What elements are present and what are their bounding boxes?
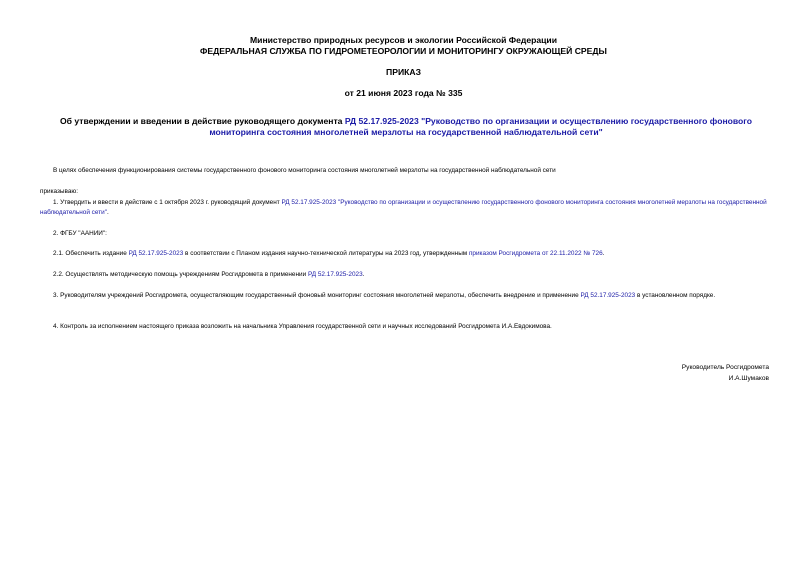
intro-paragraph: В целях обеспечения функционирования системы государственного фонового мониторинга состояния многолетней мерзлоты на государственной наблюдательной сети <box>53 167 556 174</box>
item-2-1-doc-link[interactable]: РД 52.17.925-2023 <box>128 250 184 257</box>
doc-title <box>36 116 776 138</box>
item-2-1-suffix: . <box>602 250 605 257</box>
doc-date-number: от 21 июня 2023 года № 335 <box>344 88 463 98</box>
signature-block <box>682 363 769 384</box>
item-3 <box>40 291 770 301</box>
item-2-1 <box>40 249 770 259</box>
item-2-2 <box>40 270 770 280</box>
doc-type: ПРИКАЗ <box>386 67 421 77</box>
order-word: приказываю: <box>40 188 78 195</box>
item-1-text: 1. Утвердить и ввести в действие с 1 октября 2023 г. руководящий документ <box>53 199 282 206</box>
signature-name: И.А.Шумаков <box>728 374 769 382</box>
ministry-name: Министерство природных ресурсов и экологии Российской Федерации <box>250 35 557 45</box>
item-2-1-mid: в соответствии с Планом издания научно-технической литературы на 2023 год, утвержденным <box>183 250 469 257</box>
item-3-suffix: в установленном порядке. <box>635 292 716 299</box>
item-3-text: 3. Руководителям учреждений Росгидромета, осуществляющим государственный фоновый мониторинг состояния многолетней мерзлоты, обеспечить внедрение и применение <box>53 292 581 299</box>
signature-position: Руководитель Росгидромета <box>681 364 769 371</box>
item-3-link[interactable]: РД 52.17.925-2023 <box>580 292 636 299</box>
item-4: 4. Контроль за исполнением настоящего приказа возложить на начальника Управления государственной сети и научных исследований Росгидромета И.А.Евдокимова. <box>53 323 552 330</box>
item-1-suffix: . <box>106 209 109 216</box>
item-2-1-text: 2.1. Обеспечить издание <box>53 250 129 257</box>
service-name: ФЕДЕРАЛЬНАЯ СЛУЖБА ПО ГИДРОМЕТЕОРОЛОГИИ И МОНИТОРИНГУ ОКРУЖАЮЩЕЙ СРЕДЫ <box>200 46 607 56</box>
item-2-2-text: 2.2. Осуществлять методическую помощь учреждениям Росгидромета в применении <box>53 271 308 278</box>
item-2: 2. ФГБУ "ААНИИ": <box>53 230 107 237</box>
doc-title-link[interactable]: РД 52.17.925-2023 "Руководство по организации и осуществлению государственного фонового мониторинга состояния многолетней мерзлоты на государственной наблюдательной сети" <box>209 116 753 137</box>
item-1-link[interactable]: РД 52.17.925-2023 "Руководство по организации и осуществлению государственного фонового мониторинга состояния многолетней мерзлоты на государственной наблюдательной сети" <box>40 199 767 216</box>
item-2-2-suffix: . <box>362 271 365 278</box>
doc-title-prefix: Об утверждении и введении в действие руководящего документа <box>59 116 345 126</box>
item-2-2-link[interactable]: РД 52.17.925-2023 <box>307 271 363 278</box>
item-2-1-order-link[interactable]: приказом Росгидромета от 22.11.2022 № 726 <box>468 250 603 257</box>
item-1 <box>40 198 770 218</box>
